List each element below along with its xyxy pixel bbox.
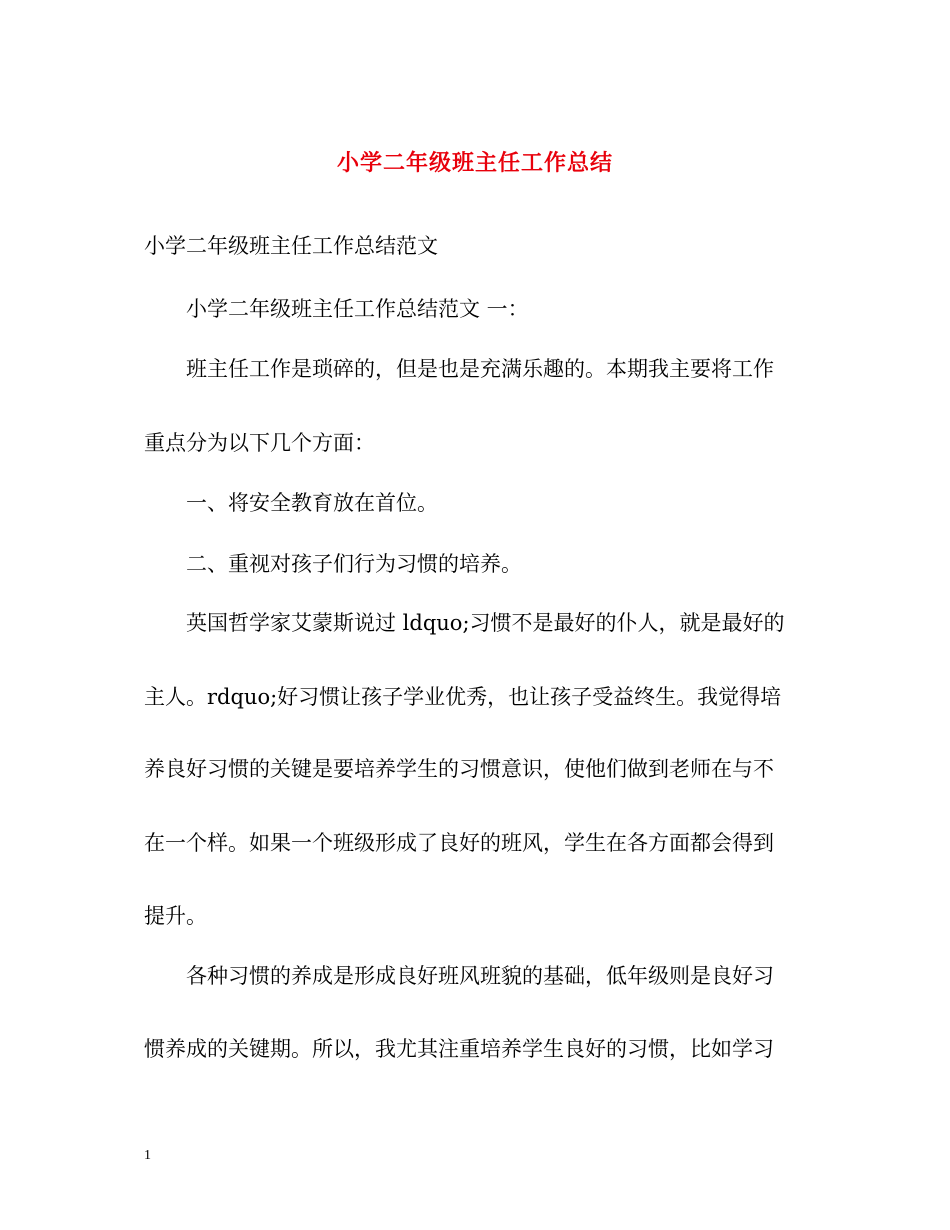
- paragraph-line: 班主任工作是琐碎的，但是也是充满乐趣的。本期我主要将工作: [186, 357, 774, 381]
- paragraph-line: 各种习惯的养成是形成良好班风班貌的基础，低年级则是良好习: [186, 964, 774, 988]
- paragraph-line: 小学二年级班主任工作总结范文 一：: [186, 297, 529, 321]
- paragraph-line: 重点分为以下几个方面：: [144, 431, 375, 455]
- paragraph-line: 主人。rdquo;好习惯让孩子学业优秀，也让孩子受益终生。我觉得培: [144, 685, 782, 709]
- paragraph-line: 惯养成的关键期。所以，我尤其注重培养学生良好的习惯，比如学习: [144, 1037, 774, 1061]
- subtitle-line: 小学二年级班主任工作总结范文: [144, 234, 438, 258]
- page-number: 1: [144, 1148, 151, 1163]
- paragraph-line: 提升。: [144, 904, 207, 928]
- document-title: 小学二年级班主任工作总结: [336, 150, 613, 176]
- paragraph-line: 二、重视对孩子们行为习惯的培养。: [186, 552, 522, 576]
- paragraph-line: 养良好习惯的关键是要培养学生的习惯意识，使他们做到老师在与不: [144, 757, 774, 781]
- paragraph-line: 英国哲学家艾蒙斯说过 ldquo;习惯不是最好的仆人，就是最好的: [186, 611, 785, 635]
- paragraph-line: 在一个样。如果一个班级形成了良好的班风，学生在各方面都会得到: [144, 831, 774, 855]
- paragraph-line: 一、将安全教育放在首位。: [186, 491, 438, 515]
